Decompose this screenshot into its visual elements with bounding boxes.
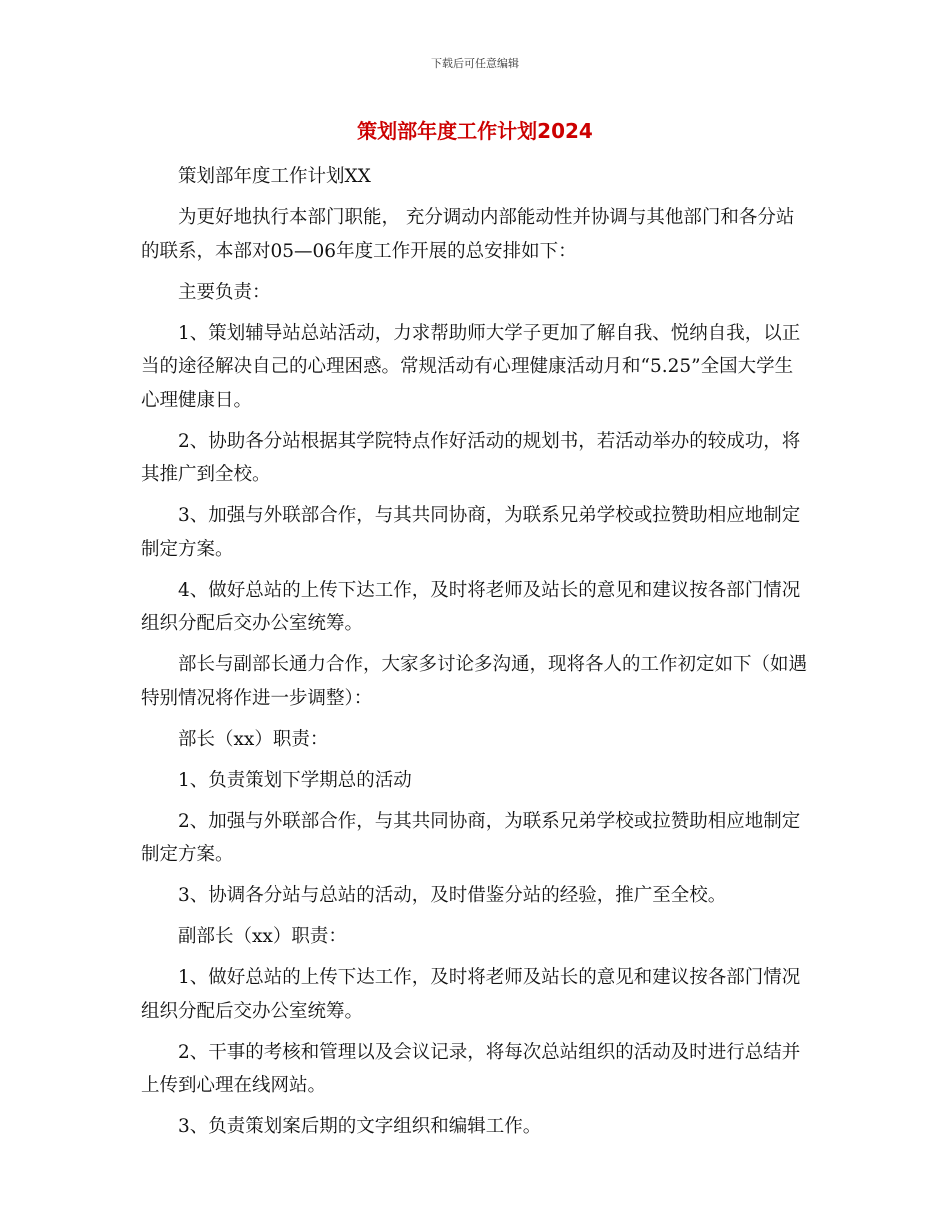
paragraph-main-duty-2: 2、协助各分站根据其学院特点作好活动的规划书，若活动举办的较成功，将其推广到全校。 (141, 430, 801, 485)
paragraph-director-heading: 部长（xx）职责： (178, 728, 329, 750)
page-header-note: 下载后可任意编辑 (431, 57, 519, 70)
paragraph-director-duty-2: 2、加强与外联部合作，与其共同协商，为联系兄弟学校或拉赞助相应地制定制定方案。 (141, 810, 801, 865)
paragraph-director-duty-3: 3、协调各分站与总站的活动，及时借鉴分站的经验，推广至全校。 (178, 885, 727, 906)
paragraph-main-duty-4: 4、做好总站的上传下达工作，及时将老师及站长的意见和建议按各部门情况组织分配后交办公室统筹。 (141, 579, 801, 634)
paragraph-main-duty-3: 3、加强与外联部合作，与其共同协商，为联系兄弟学校或拉赞助相应地制定制定方案。 (141, 505, 801, 560)
paragraph-deputy-duty-3: 3、负责策划案后期的文字组织和编辑工作。 (178, 1116, 542, 1137)
document-body (141, 160, 809, 1151)
paragraph-main-duty-1: 1、策划辅导站总站活动，力求帮助师大学子更加了解自我、悦纳自我，以正当的途径解决自己的心理困惑。常规活动有心理健康活动月和“5.25”全国大学生心理健康日。 (141, 322, 801, 411)
paragraph-subtitle: 策划部年度工作计划XX (178, 166, 371, 187)
paragraph-director-duty-1: 1、负责策划下学期总的活动 (178, 769, 412, 791)
document-title: 策划部年度工作计划2024 (357, 119, 593, 143)
paragraph-main-duties-heading: 主要负责： (178, 281, 271, 303)
paragraph-cooperation: 部长与副部长通力合作，大家多讨论多沟通，现将各人的工作初定如下（如遇特别情况将作进一步调整）： (141, 654, 808, 709)
paragraph-deputy-duty-1: 1、做好总站的上传下达工作，及时将老师及站长的意见和建议按各部门情况组织分配后交办公室统筹。 (141, 967, 801, 1022)
paragraph-intro: 为更好地执行本部门职能， 充分调动内部能动性并协调与其他部门和各分站的联系，本部对05—06年度工作开展的总安排如下： (141, 207, 795, 262)
paragraph-deputy-heading: 副部长（xx）职责： (178, 926, 347, 947)
paragraph-deputy-duty-2: 2、干事的考核和管理以及会议记录，将每次总站组织的活动及时进行总结并上传到心理在线网站。 (141, 1041, 801, 1096)
